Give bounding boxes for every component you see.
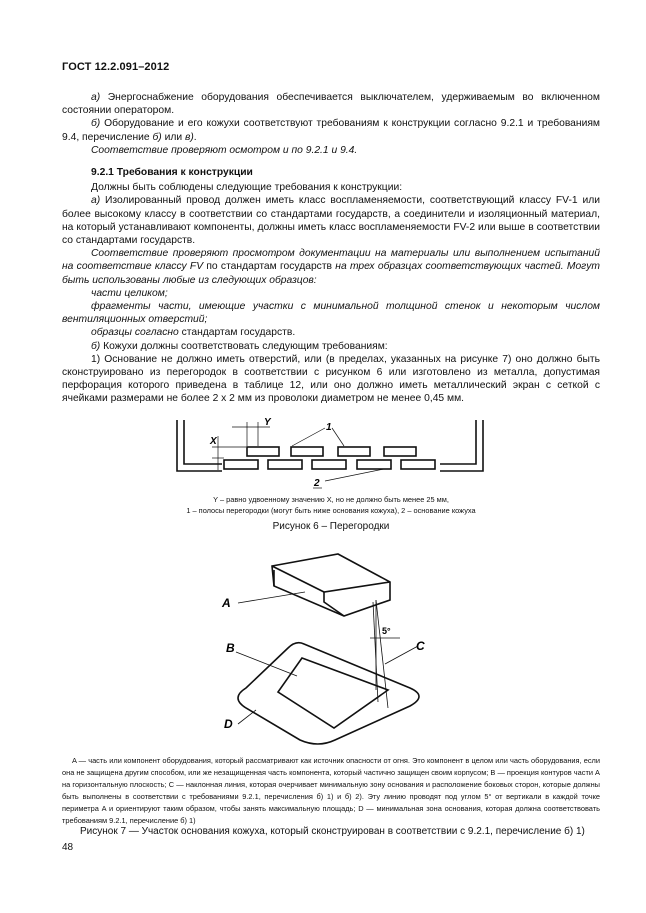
label-x: X (210, 436, 217, 447)
figure-7-notes: A — часть или компонент оборудования, который рассматривают как источник опасности от огня. Это компонент в целом или часть оборудования, если она не защищена другим способом, или же незащищенная часть компонента, который частично защищен своим корпусом; B — проекция контуров части A на горизонтальную плоскость; C — наклонная линия, которая очерчивает минимальную зону основания и расположение боковых сторон, которые должны быть выполнены в соответствии с требованиями 9.2.1, перечисления б) 1) и б) 2). Эту линию проводят под углом 5° от вертикали в каждой точке периметра A и ориентируют таким образом, чтобы занять максимальную площадь; D — минимальная зона основания, которая должна соответствовать требованиям 9.2.1, перечисление б) 1) (62, 756, 600, 825)
figure-6-partitions (160, 418, 500, 498)
paragraph (62, 353, 600, 406)
text-run: а) (91, 92, 101, 103)
text-run: Соответствие проверяют просмотром документации на материалы или выполнением испытаний на соответствие классу (62, 248, 600, 273)
text-run: Энергоснабжение оборудования обеспечивается выключателем, удерживаемым во включенном состоянии оператором. (62, 92, 600, 117)
label-a: A (222, 596, 231, 610)
partition-strip (338, 447, 370, 456)
paragraph (62, 287, 600, 300)
text-run: Изолированный провод должен иметь класс воспламеняемости, соответствующий классу FV-1 или более высокому классу в соответствии со стандартами государств, а соединители и изоляционный материал, на который устанавливают компоненты, должны иметь класс воспламеняемости FV-2 или выше в соответствии со стандартами государств. (62, 195, 600, 247)
partition-strip (247, 447, 279, 456)
text-run: Соответствие проверяют осмотром и по 9.2.1 и 9.4. (91, 144, 358, 156)
text-run: по стандартам государств (203, 261, 336, 273)
paragraph (62, 300, 600, 326)
text-run: части целиком; (91, 287, 168, 299)
text-run: Должны быть соблюдены следующие требования к конструкции: (91, 182, 403, 194)
base-zone-d (238, 643, 419, 744)
figure-6-legend-line1: Y – равно удвоенному значению X, но не должно быть менее 25 мм, (213, 495, 449, 504)
text-run: а) (91, 195, 101, 207)
base-strip (357, 460, 391, 469)
text-run: б) (91, 118, 101, 130)
paragraph (62, 144, 600, 157)
page-number: 48 (62, 842, 74, 853)
section-heading (62, 166, 600, 179)
text-run: FV (189, 261, 204, 273)
label-b: B (226, 641, 235, 655)
figure-7-title: Рисунок 7 — Участок основания кожуха, который сконструирован в соответствии с 9.2.1, перечисление б) 1) (80, 826, 585, 837)
text-run: в) (184, 131, 194, 143)
figure-7-enclosure-base (200, 540, 460, 750)
standard-header: ГОСТ 12.2.091–2012 (62, 61, 170, 73)
figure-6-legend-line2: 1 – полосы перегородки (могут быть ниже основания кожуха), 2 – основание кожуха (186, 506, 476, 515)
text-run: на трех образцах соответствующих частей. Могут быть использованы любые из следующих образцов: (62, 261, 600, 286)
text-run: Оборудование и его кожухи соответствуют требованиям к конструкции согласно 9.2.1 и требованиям 9.4, перечисление (62, 118, 600, 143)
paragraph (62, 340, 600, 353)
text-run: Кожухи должны соответствовать следующим требованиям: (100, 340, 388, 352)
label-2: 2 (314, 478, 320, 489)
text-run: . (193, 131, 197, 143)
base-strip (268, 460, 302, 469)
body-text (62, 91, 600, 406)
base-strip (401, 460, 435, 469)
text-run: образцы согласно (91, 327, 179, 339)
figure-6-title: Рисунок 6 – Перегородки (272, 521, 390, 532)
paragraph (62, 117, 600, 143)
label-y: Y (264, 418, 271, 428)
angle-label: 5° (382, 626, 391, 636)
partition-strip (291, 447, 323, 456)
paragraph (62, 247, 600, 287)
base-strip (312, 460, 346, 469)
text-run: фрагменты части, имеющие участки с минимальной толщиной стенок и некоторым числом вентиляционных отверстий; (62, 301, 600, 326)
label-1: 1 (326, 422, 332, 433)
text-run: 1) Основание не должно иметь отверстий, или (в пределах, указанных на рисунке 7) оно должно быть сконструировано из перегородок в соответствии с рисунком 6 или изготовлено из металла, допустимая перфорация которого приведена в таблице 12, или оно должно иметь металлический экран с сеткой с ячейками размерами не более 2 x 2 мм из проволоки диаметром не менее 0,45 мм. (62, 353, 600, 405)
partition-strip (384, 447, 416, 456)
paragraph (62, 326, 600, 339)
paragraph (62, 181, 600, 194)
text-run: или (161, 131, 185, 143)
paragraph (62, 91, 600, 117)
base-strip (224, 460, 258, 469)
label-c: C (416, 639, 425, 653)
text-run: б) (152, 131, 162, 143)
text-run: стандартам государств. (178, 327, 296, 339)
label-d: D (224, 717, 233, 731)
paragraph (62, 194, 600, 247)
text-run: 9.2.1 Требования к конструкции (91, 167, 253, 179)
text-run: б) (91, 340, 101, 352)
